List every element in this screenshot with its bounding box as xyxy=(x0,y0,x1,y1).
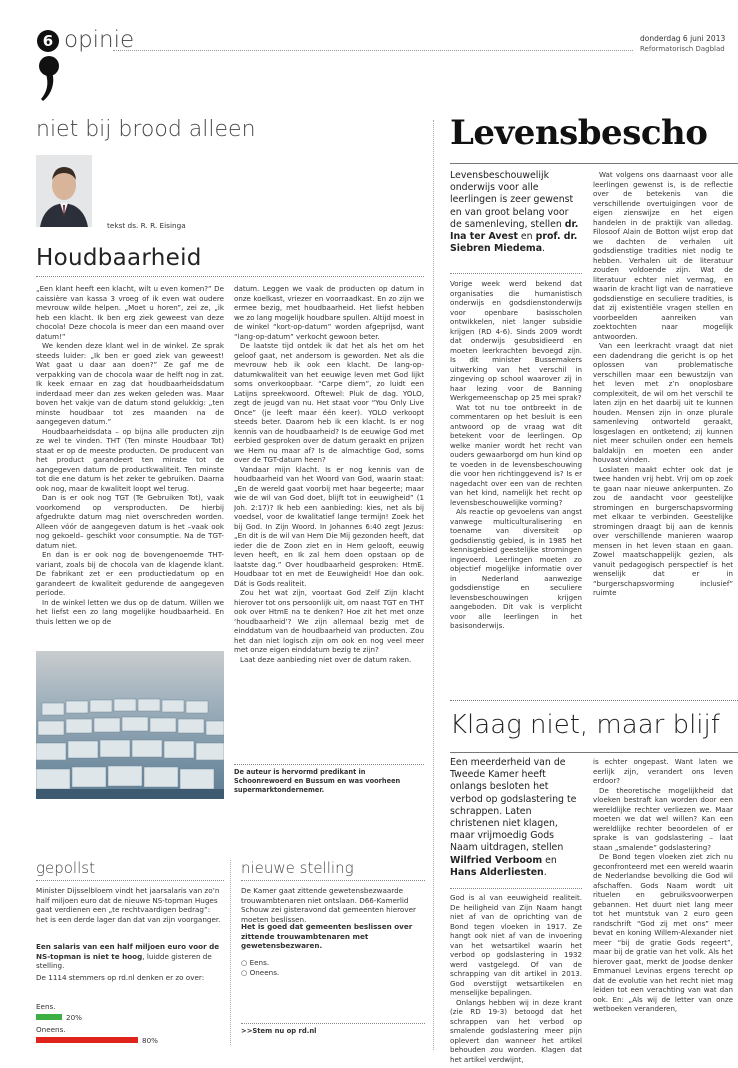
vote-link-rule xyxy=(241,1023,425,1024)
article1-author2: prof. dr. Siebren Miedema xyxy=(450,231,578,255)
column-title: Houdbaarheid xyxy=(36,245,202,271)
article2-paragraph: is echter ongepast. Want laten we eerlijk zijn, verandert ons leven erdoor? xyxy=(593,757,733,785)
poll-statement-bold: Een salaris van een half miljoen euro voor de NS-topman is niet te hoog xyxy=(36,942,220,961)
article2-author1: Wilfried Verboom xyxy=(450,854,543,866)
page-number-badge: 6 xyxy=(37,30,59,52)
new-statement-title: nieuwe stelling xyxy=(241,859,354,877)
column-paragraph: In de winkel letten we dus op de datum. Willen we het liefst een zo lang mogelijke houdbaarheid. En thuis letten we op de xyxy=(36,597,224,626)
article1-headline: Levensbescho xyxy=(450,113,708,153)
column-paragraph: De laatste tijd ontdek ik dat het als het om het geloof gaat, net andersom is geworden. Net als die mevrouw heb ik ook een klacht. De lang-op-datumkwaliteit van het eeuwige leven met God lijkt soms onverkoopbaar. “Carpe diem”, zo luidt een Latijns spreekwoord. Oftewel: Pluk de dag. YOLO, zegt de jeugd van nu. Het staat voor “You Only Live Once” (je leeft maar één keer). YOLO verkoopt steeds beter. Daarom heb ik een klacht. Is er nog kennis van de houdbaarheid? Is de eeuwige God met eerbied gesproken over de datum geraakt en prijzen we Hem nu maar af? Is de almachtige God, soms over de TGT-datum heen? xyxy=(234,341,424,464)
article1-paragraph: Loslaten maakt echter ook dat je twee handen vrij hebt. Vrij om op zoek te gaan naar nieuwe ankerpunten. Zo zou de aandacht voor geestelijke stromingen en burgerschapsvorming met elkaar te verbinden. Geestelijke stromingen draagt bij aan de kennis over verschillende manieren waarop mensen in het leven staan en gaan. Zowel maatschappelijk gezien, als vanuit pedagogisch perspectief is het wenselijk dat er in “burgerschapsvorming inclusief” ruimte xyxy=(593,464,733,597)
article2-lead-end: . xyxy=(543,866,547,878)
article2-headline: Klaag niet, maar blijf xyxy=(450,710,720,740)
poll-votes: De 1114 stemmers op rd.nl denken er zo over: xyxy=(36,973,205,982)
radio-circle-icon[interactable]: ○ xyxy=(241,958,248,967)
poll-title-rule xyxy=(36,880,224,881)
column-paragraph: We kenden deze klant wel in de winkel. Ze sprak steeds luider: „Ik ben er goed ziek van geweest! Wat gaat u daar aan doen?” Ze gaf me de verpakking van de chocola waar de helft nog in zat. Ik keek ernaar en zag dat houdbaarheidsdatum inderdaad meer dan zes weken geleden was. Maar boven het vakje van de datum stond gelukkig: „ten minste houdbaar tot zes maanden na de aangegeven datum.” xyxy=(36,341,224,426)
article1-paragraph: Van een leerkracht vraagt dat niet een dadendrang die gericht is op het oplossen van problematische verschillen maar een bewustzijn van het leven met z’n onoplosbare complexiteit, de wil om het verschil te laten zijn en het daarbij uit te kunnen houden. Mensen zijn in onze plurale samenleving ontworteld geraakt, losgeslagen en ontketend; zij kunnen niet meer schuilen onder een hemels baldakijn en moeten een ander houvast vinden. xyxy=(593,341,733,464)
article1-body-1 xyxy=(450,279,582,674)
vote-link[interactable]: >>Stem nu op rd.nl xyxy=(241,1027,317,1035)
poll-result-percent: 80% xyxy=(142,1036,158,1045)
article2-lead-rule xyxy=(450,888,582,889)
article-separator xyxy=(450,700,738,701)
new-statement-title-rule xyxy=(241,880,425,881)
radio-circle-icon[interactable]: ○ xyxy=(241,968,248,977)
section-title: opinie xyxy=(64,27,135,53)
article2-lead xyxy=(450,757,582,879)
header-date: donderdag 6 juni 2013 xyxy=(640,34,726,43)
article2-lead-text: Een meerderheid van de Tweede Kamer heeft onlangs besloten het verbod op godslastering te schrappen. Laten christenen niet klagen, maar vrijmoedig Gods Naam uitdragen, stellen xyxy=(450,757,577,854)
column-paragraph: En dan is er ook nog de bovengenoemde THT-variant, zoals bij de chocola van de klagende klant. De fabrikant zet er een productiedatum op en garandeert de kwaliteit gedurende de aangegeven periode. xyxy=(36,550,224,597)
vote-option-label: Oneens. xyxy=(249,968,280,977)
column-title-rule xyxy=(36,276,424,277)
poll-result-bar-oneens xyxy=(36,1037,138,1043)
article2-author2: Hans Alderliesten xyxy=(450,866,544,878)
article1-paragraph: Wat tot nu toe ontbreekt in de commentaren op het besluit is een antwoord op de vraag wat dit betekent voor de leerlingen. Op welke manier wordt het recht van ouders gewaarborgd om hun kind op te voeden in de levensbeschouwing die voor hen richtinggevend is? Is er nagedacht over een van de rechten van het kind, namelijk het recht op levensbeschouwelijke vorming? xyxy=(450,402,582,507)
poll-result-bar-eens xyxy=(36,1014,62,1020)
article2-paragraph: Onlangs hebben wij in deze krant (zie RD 19-3) betoogd dat het schrappen van het verbod op smalende godslastering meer pijn oplevert dan wanneer het artikel behouden zou worden. Klagen dat het artikel verdwijnt, xyxy=(450,997,582,1064)
vote-option-label: Eens. xyxy=(249,958,270,967)
vote-option-oneens[interactable] xyxy=(241,968,279,978)
section-comma-mark xyxy=(38,56,60,102)
poll-title: gepollst xyxy=(36,859,95,877)
article2-paragraph: God is al van eeuwigheid realiteit. De heiligheid van Zijn Naam hangt niet af van de oprichting van de Bond tegen vloeken in 1917. Ze hangt ook niet af van de invoering van het wetsartikel waarin het verbod op godslastering in 1932 werd vastgelegd. Of van de schrapping van dit artikel in 2013. God overstijgt wetsartikelen en menselijke bepalingen. xyxy=(450,893,582,997)
column-paragraph: „Een klant heeft een klacht, wilt u even komen?” De caissière van kassa 3 vroeg of ik even wat oudere mevrouw wilde helpen. „Moet u horen”, zei ze, „ik heb een klacht. Ik ben erg ziek geweest van deze chocola! Deze chocola is meer dan een maand over datum!” xyxy=(36,284,224,341)
supermarket-shelf-photo xyxy=(36,651,224,799)
author-portrait xyxy=(36,155,92,227)
header-rule xyxy=(113,50,633,51)
center-divider xyxy=(433,120,434,1050)
poll-divider xyxy=(230,860,231,1045)
article1-author1: dr. Ina ter Avest xyxy=(450,218,579,243)
poll-statement xyxy=(36,942,224,971)
column-paragraph: Laat deze aanbieding niet over de datum raken. xyxy=(240,654,412,664)
article1-rule xyxy=(450,163,738,164)
article1-lead-and: en xyxy=(517,231,536,243)
article2-paragraph: De Bond tegen vloeken ziet zich nu geconfronteerd met een wereld waarin de Nederlandse bevolking die God wil afschaffen. Gods Naam wordt uit rituelen en gebruiksvoorwerpen gebannen. Het duurt niet lang meer tot het muntstuk van 2 euro geen randschrift “God zij met ons” meer bevat en koning Willem-Alexander niet meer “bij de gratie Gods regeert”, maar bij de gratie van het volk. Als het hierover gaat, merkt de Joodse denker Emmanuel Levinas ergens terecht op dat de evolutie van het recht niet mag leiden tot een verachting van wat dan ook. En: „Als wij de letter van onze wetboeken veranderen, xyxy=(593,852,733,1013)
poll-intro: Minister Dijsselbloem vindt het jaarsalaris van zo’n half miljoen euro dat de nieuwe NS-topman Huges gaat verdienen een „te rechtvaardigen bedrag”: het is een derde lager dan dat van zijn voorganger. xyxy=(36,886,221,924)
column-body-1 xyxy=(36,284,224,646)
poll-statement-suffix: , luidde gisteren de stelling. xyxy=(36,951,212,971)
column-paragraph: Zou het wat zijn, voortaat God Zelf Zijn klacht hierover tot ons persoonlijk uit, om naast TGT en THT ook over HtmE na te denken? Hoe zit het met onze ‘houdbaarheid’? We zijn allemaal bezig met de einddatum van de houdbaarheid van producten. Zou het dan niet logisch zijn om ook en nog veel meer met onze eigen einddatum bezig te zijn? xyxy=(234,588,424,654)
poll-option-label: Oneens. xyxy=(36,1025,66,1034)
article1-lead-end: . xyxy=(542,243,546,255)
article2-body-1 xyxy=(450,893,582,1065)
article2-rule xyxy=(450,752,738,753)
article2-lead-and: en xyxy=(542,854,557,866)
column-paragraph: datum. Leggen we vaak de producten op datum in onze koelkast, vriezer en voorraadkast. En zo zijn we ermee bezig, met houdbaarheid. Het liefst hebben we zo lang mogelijk houdbare spullen. Altijd moest in de winkel “kort-op-datum” worden afgeprijsd, want “lang-op-datum” verkocht gewoon beter. xyxy=(234,284,424,341)
article1-paragraph: Als reactie op gevoelens van angst vanwege multiculturalisering en toename van diversiteit op godsdienstig gebied, is in 1985 het kennisgebied geestelijke stromingen ingevoerd. Leerlingen moeten zo objectief mogelijke informatie over in Nederland aanwezige godsdienstige en seculiere levensbeschouwingen krijgen aangeboden. Dit vak is verplicht voor alle leerlingen in het basisonderwijs. xyxy=(450,507,582,630)
column-byline: tekst ds. R. R. Eisinga xyxy=(107,221,186,230)
article1-paragraph: Vorige week werd bekend dat organisaties die humanistisch onderwijs en godsdienstonderwijs voor openbare basisscholen ontwikkelen, niet langer subsidie krijgen (RD 4-6). Sinds 2009 wordt dat onderwijs gesubsidieerd en moeten leerkrachten bevoegd zijn. Is dit minister Bussemakers uitwerking van het verschil in zingeving op school waarover zij in haar lezing voor de Banning Werkgemeenschap op 25 mei sprak? xyxy=(450,279,582,402)
header-paper: Reformatorisch Dagblad xyxy=(640,45,725,53)
column-paragraph: Dan is er ook nog TGT (Te Gebruiken Tot), vaak voorkomend op versproducten. De hierbij afgedrukte datum mag niet overschreden worden. Alleen vóór de aangegeven datum is het –vaak ook nog gekoeld– geschikt voor consumptie. Na de TGT-datum niet. xyxy=(36,493,224,550)
article1-lead-rule xyxy=(450,273,582,274)
article2-body-2 xyxy=(593,757,733,1065)
new-statement-question: Het is goed dat gemeenten beslissen over zittende trouwambtenaren met gewetensbezwaren. xyxy=(241,922,413,951)
article1-lead-text: Levensbeschouwelijk onderwijs voor alle leerlingen is zeer gewenst en van groot belang voor de samenleving, stellen xyxy=(450,170,574,230)
column-paragraph: Houdbaarheidsdata – op bijna alle producten zijn ze wel te vinden. THT (Ten minste Houdbaar Tot) staat er op de meeste producten. De producent van het product garandeert ten minste tot de aangegeven datum de productkwaliteit. Ten minste tot die ene datum is het zeker te gebruiken. Daarna ook nog, maar de kwaliteit loopt wel terug. xyxy=(36,426,224,493)
author-note: De auteur is hervormd predikant in Schoonrewoerd en Bussum en was voorheen supermarktondernemer. xyxy=(234,764,424,795)
article1-lead xyxy=(450,170,582,255)
vote-option-eens[interactable] xyxy=(241,958,269,968)
article2-paragraph: De theoretische mogelijkheid dat vloeken bestraft kan worden door een wereldlijke rechter verliezen we. Maar moeten we dat wel willen? Kan een wereldlijke rechter beoordelen of er sprake is van godslastering – laat staan „smalende” godslastering? xyxy=(593,785,733,852)
page-header xyxy=(0,0,738,60)
poll-option-label: Eens. xyxy=(36,1002,56,1011)
article1-body-2 xyxy=(593,170,733,673)
column-body-2 xyxy=(234,284,424,760)
column-paragraph: Vandaar mijn klacht. Is er nog kennis van de houdbaarheid van het Woord van God, waarin staat: „En de wereld gaat voorbij met haar begeerte; maar wie de wil van God doet, blijft tot in eeuwigheid” (1 Joh. 2:17)? Ik heb een aanbieding: kies, net als bij voedsel, voor de kwalitatief lange termijn! Zoek het bij God. In Zijn Woord. In Johannes 6:40 zegt Jezus: „En dit is de wil van Hem Die Mij gezonden heeft, dat ieder die de Zoon ziet en in Hem gelooft, eeuwig leven heeft, en Ik zal hem doen opstaan op de laatste dag.” Over houdbaarheid gesproken: HtmE. Houdbaar tot en met de Eeuwigheid! Hoe dan ook. Dát is Gods realiteit. xyxy=(234,464,424,588)
new-statement-intro: De Kamer gaat zittende gewetensbezwaarde trouwambtenaren niet ontslaan. D66-Kamerlid Schouw zei gisteravond dat gemeenten hierover moeten beslissen. xyxy=(241,886,416,924)
column-rubric: niet bij brood alleen xyxy=(36,117,256,142)
poll-result-percent: 20% xyxy=(66,1013,82,1022)
article1-paragraph: Wat volgens ons daarnaast voor alle leerlingen gewenst is, is de reflectie over de betekenis van die verschillende overtuigingen voor de eigen zienswijze en het eigen handelen in de praktijk van alledag. Filosoof Alain de Botton wijst erop dat we dachten de verhalen uit godsdienstige tradities niet nodig te hebben. Verhalen uit de literatuur zouden voldoende zijn. Wat de literatuur echter niet vermag, en waarin de kracht ligt van de narratieve godsdienstige en seculiere tradities, is dat zij existentiële vragen stellen en voorbeelden aanreiken van zoektochten naar mogelijk antwoorden. xyxy=(593,170,733,341)
